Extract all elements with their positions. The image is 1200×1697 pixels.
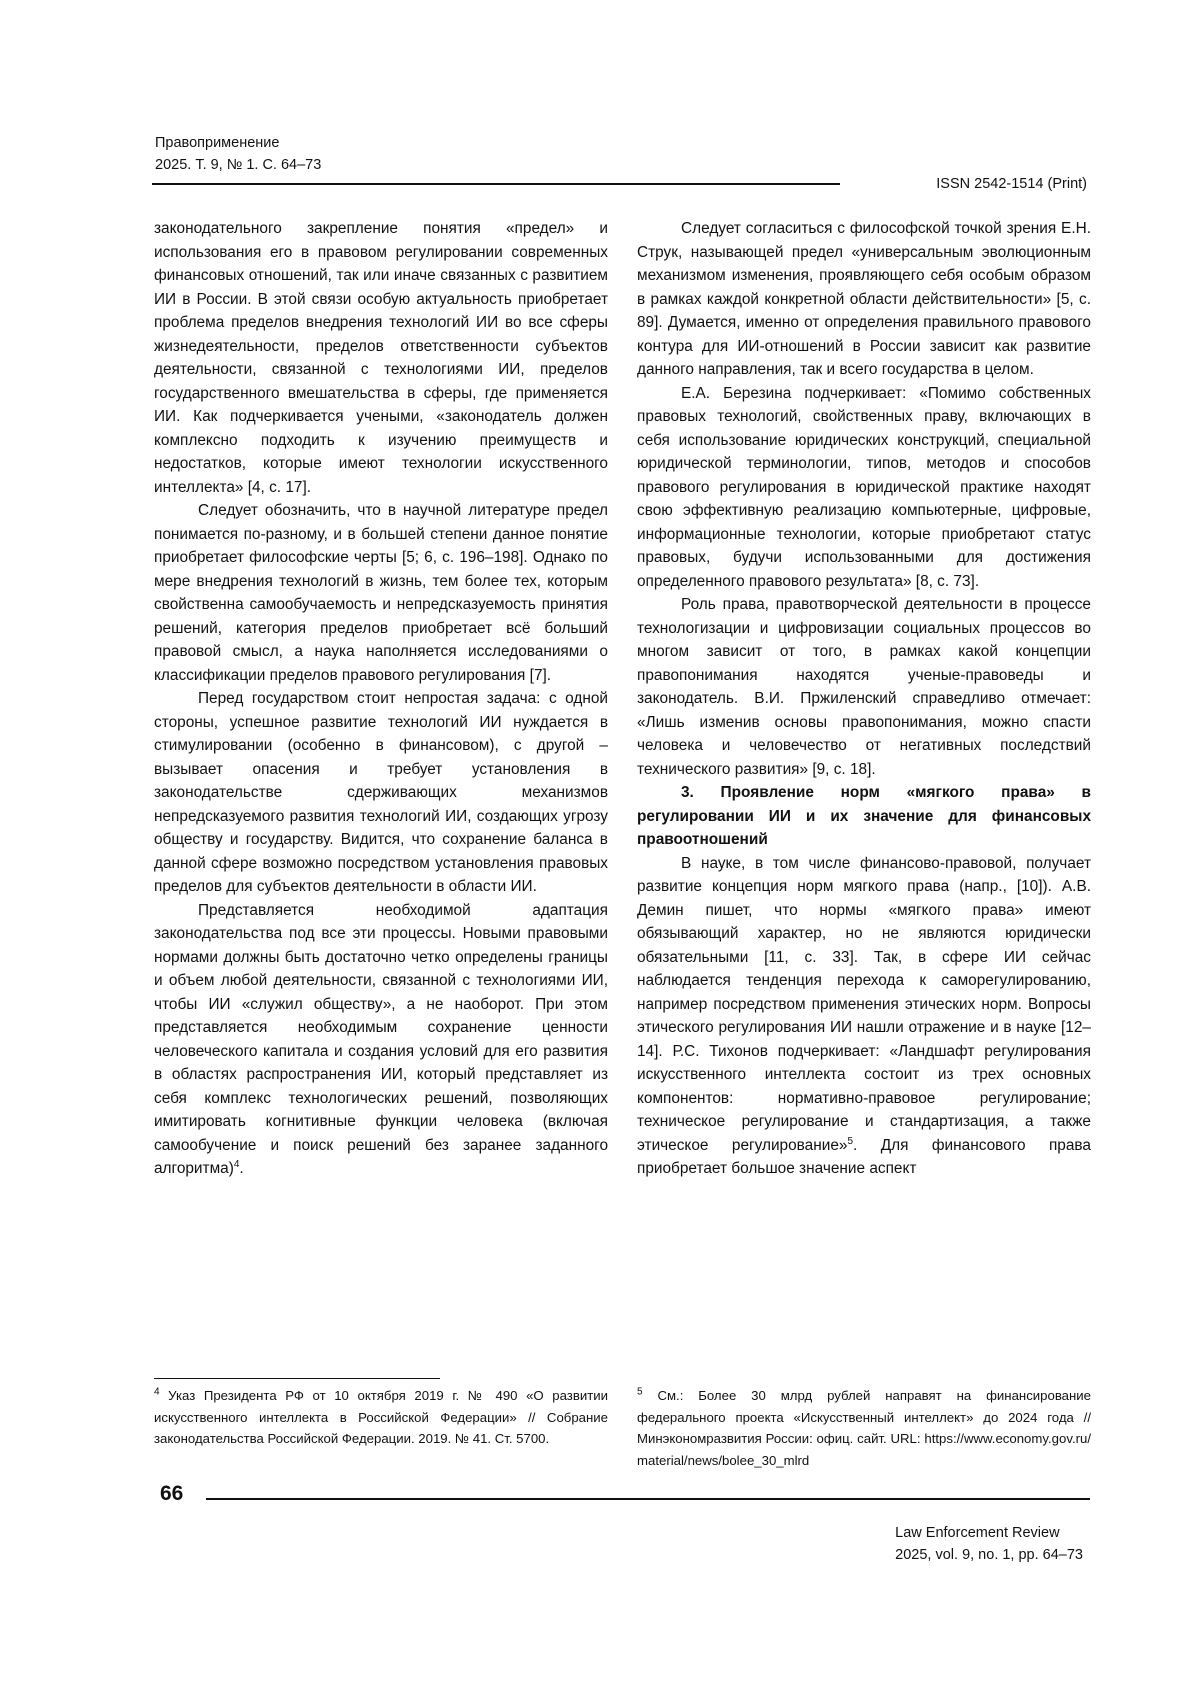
footnote-4 (154, 1385, 608, 1450)
left-paragraph-2: Следует обозначить, что в научной литературе предел понимается по-разному, и в большей степени данное понятие приобретает философские черты [5; 6, с. 196–198]. Однако по мере внедрения технологий в жизнь, тем более тех, которым свойственна самообучаемость и непредсказуемость принятия решений, категория пределов приобретает всё больший правовой смысл, а наука наполняется исследованиями о классификации пределов правового регулирования [7]. (154, 502, 608, 684)
journal-title-ru: Правоприменение (155, 135, 280, 151)
left-paragraph-4 (154, 899, 608, 1181)
running-footer-en (895, 1522, 1083, 1566)
right-paragraph-4-text: В науке, в том числе финансово-правовой, получает развитие концепция норм мягкого права (напр., [10]). А.В. Демин пишет, что нормы «мягкого права» имеют обязывающий характер, но не являются юридически обязательными [11, с. 33]. Так, в сфере ИИ сейчас наблюдается тенденция перехода к саморегулированию, например посредством применения этических норм. Вопросы этического регулирования ИИ нашли отражение и в науке [12–14]. Р.С. Тихонов подчеркивает: «Ландшафт регулирования искусственного интеллекта состоит из трех основных компонентов: нормативно-правовое регулирование; техническое регулирование и стандартизация, а также этическое регулирование» (637, 854, 1091, 1154)
left-column (154, 217, 608, 1181)
right-paragraph-2: Е.А. Березина подчеркивает: «Помимо собственных правовых технологий, свойственных праву, включающих в себя использование юридических конструкций, специальной юридической терминологии, типов, методов и способов правового регулирования в юридической практике находят свою эффективную реализацию компьютерные, цифровые, информационные технологии, которые приобретают статус правовых, будучи использованными для достижения определенного правового результата» [8, с. 73]. (637, 384, 1091, 590)
footnote-5-mark: 5 (637, 1386, 643, 1398)
issn-label: ISSN 2542-1514 (Print) (936, 176, 1087, 192)
issue-info-ru: 2025. Т. 9, № 1. С. 64–73 (155, 157, 322, 173)
issue-info-en: 2025, vol. 9, no. 1, pp. 64–73 (895, 1547, 1083, 1563)
section-heading: 3. Проявление норм «мягкого права» в регулировании ИИ и их значение для финансовых правоотношений (637, 784, 1091, 848)
journal-title-en: Law Enforcement Review (895, 1525, 1060, 1541)
right-paragraph-4-end: . Для финансового права приобретает большое значение аспект (637, 1136, 1091, 1177)
right-paragraph-3: Роль права, правотворческой деятельности в процессе технологизации и цифровизации социальных процессов во многом зависит от того, в рамках какой концепции правопонимания находятся ученые-правоведы и законодатель. В.И. Пржиленский справедливо отмечает: «Лишь изменив основы правопонимания, можно спасти человека и человечество от негативных последствий технического развития» [9, с. 18]. (637, 596, 1091, 778)
footnote-ref-5[interactable]: 5 (847, 1135, 854, 1147)
right-paragraph-4 (637, 852, 1091, 1181)
footnote-ref-4[interactable]: 4 (233, 1158, 240, 1170)
left-paragraph-4-text: Представляется необходимой адаптация законодательства под все эти процессы. Новыми правовыми нормами должны быть достаточно четко определены границы и объем любой деятельности, связанной с технологиями ИИ, чтобы ИИ «служил обществу», а не наоборот. При этом представляется необходимым сохранение ценности человеческого капитала и создания условий для его развития в областях распространения ИИ, который представляет из себя комплекс технологических решений, позволяющих имитировать когнитивные функции человека (включая самообучение и поиск решений без заранее заданного алгоритма) (154, 901, 608, 1177)
footer-divider (206, 1498, 1090, 1500)
footnote-5-text: См.: Более 30 млрд рублей направят на финансирование федерального проекта «Искусственный интеллект» до 2024 года // Минэкономразвития России: офиц. сайт. URL: (637, 1388, 1091, 1446)
right-paragraph-1: Следует согласиться с философской точкой зрения Е.Н. Струк, называющей предел «универсальным эволюционным механизмом изменения, проявляющего себя особым образом в рамках каждой конкретной области действительности» [5, с. 89]. Думается, именно от определения правильного правового контура для ИИ-отношений в России зависит как развитие данного направления, так и всего государства в целом. (637, 220, 1091, 378)
footnote-divider (154, 1378, 440, 1379)
footnote-5 (637, 1385, 1091, 1471)
right-column (637, 217, 1091, 1181)
footnote-4-text: Указ Президента РФ от 10 октября 2019 г. № 490 «О развитии искусственного интеллекта в Российской Федерации» // Собрание законодательства Российской Федерации. 2019. № 41. Ст. 5700. (154, 1388, 608, 1446)
left-paragraph-1: законодательного закрепление понятия «предел» и использования его в правовом регулировании современных финансовых отношений, так или иначе связанных с развитием ИИ в России. В этой связи особую актуальность приобретает проблема пределов внедрения технологий ИИ во все сферы жизнедеятельности, пределов ответственности субъектов деятельности, связанной с технологиями ИИ, пределов государственного вмешательства в сферы, где применяется ИИ. Как подчеркивается учеными, «законодатель должен комплексно подходить к изучению преимуществ и недостатков, которые имеют технологии искусственного интеллекта» [4, с. 17]. (154, 220, 608, 496)
footnote-5-url[interactable]: https://www.economy.gov.ru/material/news/bolee_30_mlrd (637, 1431, 1091, 1468)
running-header-ru (155, 132, 321, 176)
header-divider (152, 183, 840, 185)
footnote-4-mark: 4 (154, 1386, 160, 1398)
left-paragraph-4-end: . (239, 1160, 244, 1177)
page-number: 66 (160, 1482, 184, 1505)
left-paragraph-3: Перед государством стоит непростая задача: с одной стороны, успешное развитие технологий ИИ нуждается в стимулировании (особенно в финансовом), с другой – вызывает опасения и требует установления в законодательстве сдерживающих механизмов непредсказуемого развития технологий ИИ, создающих угрозу обществу и государству. Видится, что сохранение баланса в данной сфере возможно посредством установления правовых пределов для субъектов деятельности в области ИИ. (154, 690, 608, 895)
